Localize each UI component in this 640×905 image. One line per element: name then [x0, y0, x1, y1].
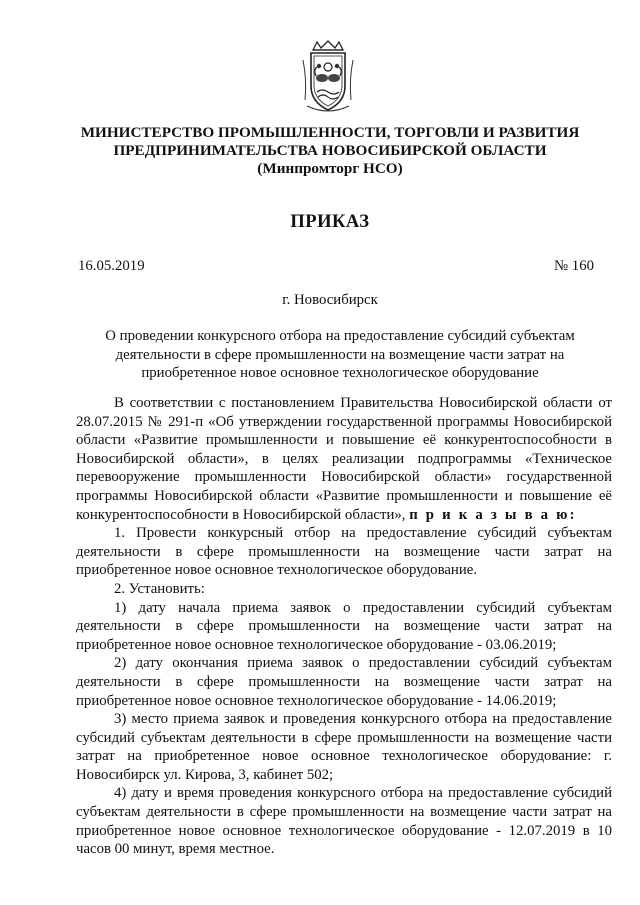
document-date: 16.05.2019: [78, 258, 145, 274]
order-word: п р и к а з ы в а ю:: [409, 506, 577, 523]
subject-line3: приобретенное новое основное технологическое оборудование: [141, 365, 539, 381]
coat-of-arms-icon: [297, 40, 359, 114]
sub-item-1: 1) дату начала приема заявок о предоставлении субсидий субъектам деятельности в сфере промышленности на возмещение части затрат на приобретенное новое основное технологическое оборудование - 03.06.2019;: [76, 599, 612, 653]
subject-line2: деятельности в сфере промышленности на возмещение части затрат на: [115, 346, 565, 363]
sub-item-2: 2) дату окончания приема заявок о предоставлении субсидий субъектам деятельности в сфере промышленности на возмещение части затрат на приобретенное новое основное технологическое оборудование - 14.06.2019;: [76, 655, 612, 709]
ministry-name-line1: МИНИСТЕРСТВО ПРОМЫШЛЕННОСТИ, ТОРГОВЛИ И РАЗВИТИЯ: [80, 124, 580, 141]
document-body: [76, 394, 612, 859]
ministry-name-line2: ПРЕДПРИНИМАТЕЛЬСТВА НОВОСИБИРСКОЙ ОБЛАСТИ: [113, 142, 547, 159]
sub-item-3: 3) место приема заявок и проведения конкурсного отбора на предоставление субсидий субъектам деятельности в сфере промышленности на возмещение части затрат на приобретенное новое основное технологическое оборудование: г. Новосибирск ул. Кирова, 3, кабинет 502;: [76, 711, 612, 783]
subject-line1: О проведении конкурсного отбора на предоставление субсидий субъектам: [105, 328, 575, 344]
item-2: 2. Установить:: [114, 580, 205, 597]
document-city: г. Новосибирск: [282, 292, 378, 308]
ministry-short-name: (Минпромторг НСО): [257, 160, 403, 177]
item-1: 1. Провести конкурсный отбор на предоставление субсидий субъектам деятельности в сфере промышленности на возмещение части затрат на приобретенное новое основное технологическое оборудование.: [76, 525, 612, 579]
document-type-title: ПРИКАЗ: [290, 212, 370, 232]
document-subject: [90, 327, 590, 383]
preamble-text: В соответствии с постановлением Правительства Новосибирской области от 28.07.2015 № 291-п «Об утверждении государственной программы Новосибирской области «Развитие промышленности и повышение её конкурентоспособности в Новосибирской области», в целях реализации подпрограммы «Техническое перевооружение промышленности Новосибирской области» государственной программы Новосибирской области «Развитие промышленности и повышение её конкурентоспособности в Новосибирской области»,: [76, 395, 612, 523]
sub-item-4: 4) дату и время проведения конкурсного отбора на предоставление субсидий субъектам деятельности в сфере промышленности на возмещение части затрат на приобретенное новое основное технологическое оборудование - 12.07.2019 в 10 часов 00 минут, время местное.: [76, 785, 612, 858]
document-number: № 160: [553, 258, 594, 274]
preamble-paragraph: [76, 394, 612, 524]
